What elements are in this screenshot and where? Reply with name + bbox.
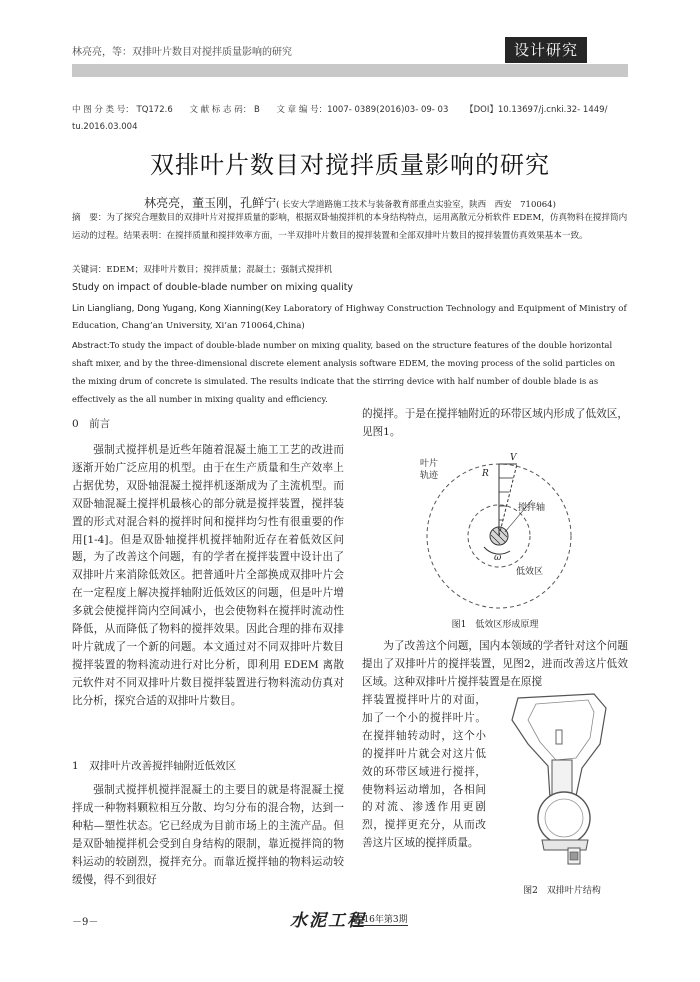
article-metadata [72, 102, 632, 136]
doi-continued: tu.2016.03.004 [72, 122, 138, 132]
english-authors [72, 301, 628, 335]
section-1-heading: 1 双排叶片改善搅拌轴附近低效区 [72, 760, 237, 772]
english-abstract-label: Abstract: [72, 340, 110, 350]
paper-title: 双排叶片数目对搅拌质量影响的研究 [150, 151, 550, 179]
figure-2-caption: 图2 双排叶片结构 [523, 886, 601, 896]
journal-issue: 2016年第3期 [352, 912, 408, 926]
right-paragraph-2-text: 为了改善这个问题，国内本领域的学者针对这个问题提出了双排叶片的搅拌装置，见图2，进而改善这片低效区域。这种双排叶片搅拌装置是在原搅 [362, 640, 628, 688]
keywords-chinese: 关键词：EDEM；双排叶片数目；搅拌质量；混凝土；强制式搅拌机 [72, 265, 333, 275]
label-low-zone: 低效区 [516, 567, 544, 577]
section-1-body [72, 782, 344, 889]
figure-1-low-efficiency-zone [414, 448, 584, 618]
section-badge: 设计研究 [505, 37, 587, 63]
right-paragraph-1: 的搅拌。于是在搅拌轴附近的环带区域内形成了低效区，见图1。 [362, 408, 628, 438]
section-0-paragraph: 强制式搅拌机是近些年随着混凝土施工工艺的改进而逐渐开始广泛应用的机型。由于在生产质量和生产效率上占据优势，双卧轴混凝土搅拌机逐渐成为了主流机型。而双卧轴混凝土搅拌机最核心的部分就是搅拌装置，搅拌装置的形式对混合料的搅拌时间和搅拌均匀性有很重要的作用[1-4]。但是双卧轴搅拌机搅拌轴附近存在着低效区问题，为了改善这个问题，有的学者在搅拌装置中设计出了双排叶片来消除低效区。把普通叶片全部换成双排叶片会在一定程度上解决搅拌轴附近低效区的问题，但是叶片增多就会使搅拌筒内空间减小，也会使物料在搅拌时流动性降低，从而降低了物料的搅拌效果。因此合理的排布双排叶片就成了一个新的问题。本文通过对不同双排叶片数目搅拌装置的物料流动进行对比分析，即利用 EDEM 离散元软件对不同双排叶片数目搅拌装置进行物料流动仿真对比分析，探究合适的双排叶片数目。 [72, 444, 344, 707]
label-shaft: 搅拌轴 [518, 503, 546, 513]
section-0-body [72, 442, 344, 711]
section-1-paragraph: 强制式搅拌机搅拌混凝土的主要目的就是将混凝土搅拌成一种物料颗粒相互分散、均匀分布的混合物，达到一种粘—塑性状态。它已经成为目前市场上的主流产品。但是双卧轴搅拌机会受到自身结构的限制，靠近搅拌筒的物料运动的较剧烈，搅拌充分。而靠近搅拌轴的物料运动较缓慢，得不到很好 [72, 784, 344, 886]
english-abstract [72, 336, 628, 408]
clc-number: 中 图 分 类 号： TQ172.6 [72, 105, 173, 115]
header-bar [72, 64, 628, 77]
section-0-heading: 0 前言 [72, 418, 111, 430]
english-title: Study on impact of double-blade number on mixing quality [72, 282, 354, 293]
right-paragraph-3: 拌装置搅拌叶片的对面，加了一个小的搅拌叶片。在搅拌轴转动时，这个小的搅拌叶片就会对这片低效的环带区域进行搅拌，使物料运动增加，各相间的对流、渗透作用更剧烈，搅拌更充分，从而改善这片区域的搅拌质量。 [362, 694, 486, 850]
doi: 【DOI】10.13697/j.cnki.32- 1449/ [465, 105, 608, 115]
english-affiliation: (Key Laboratory of Highway Construction Technology and Equipment of Ministry of Education, Chang’an University, Xi’an 710064,China) [72, 304, 627, 331]
figure-2-double-blade-structure [496, 690, 628, 880]
label-omega: ω [494, 553, 502, 563]
affiliation: ( 长安大学道路施工技术与装备教育部重点实验室，陕西 西安 710064) [276, 200, 556, 210]
figure-1-caption: 图1 低效区形成原理 [451, 620, 539, 630]
shaft-section [538, 792, 590, 844]
english-author-names: Lin Liangliang, Dong Yugang, Kong Xianning [72, 304, 262, 314]
small-blade [542, 840, 588, 850]
label-radius: R [482, 469, 489, 479]
authors: 林亮亮，董玉刚，孔鲜宁 [144, 196, 277, 210]
running-head: 林亮亮，等：双排叶片数目对搅拌质量影响的研究 [72, 47, 292, 58]
journal-name: 水泥工程 [290, 911, 366, 931]
article-number: 文 章 编 号：1007- 0389(2016)03- 09- 03 [276, 105, 449, 115]
right-paragraph-2 [362, 638, 628, 692]
label-blade-track-2: 轨迹 [420, 471, 439, 481]
abstract-chinese: 摘 要：为了探究合理数目的双排叶片对搅拌质量的影响，根据双卧轴搅拌机的本身结构特点，运用离散元分析软件 EDEM，仿真物料在搅拌筒内运动的过程。结果表明：在搅拌质量和搅拌效率方面，一半双排叶片数目的搅拌装置和全部双排叶片数目的搅拌装置仿真效果基本一致。 [72, 213, 628, 241]
document-code: 文 献 标 志 码： B [189, 105, 260, 115]
page-number: －9－ [72, 917, 99, 928]
label-blade-track-1: 叶片 [420, 459, 439, 469]
english-abstract-text: To study the impact of double-blade number on mixing quality, based on the structure features of the double horizontal shaft mixer, and by the three-dimensional discrete element analysis software EDEM, the moving process of the solid particles on the mixing drum of concrete is simulated. The results indicate that the stirring device with half number of double blade is as effectively as the all number in mixing quality and efficiency. [72, 340, 616, 404]
label-velocity: V [510, 453, 517, 463]
